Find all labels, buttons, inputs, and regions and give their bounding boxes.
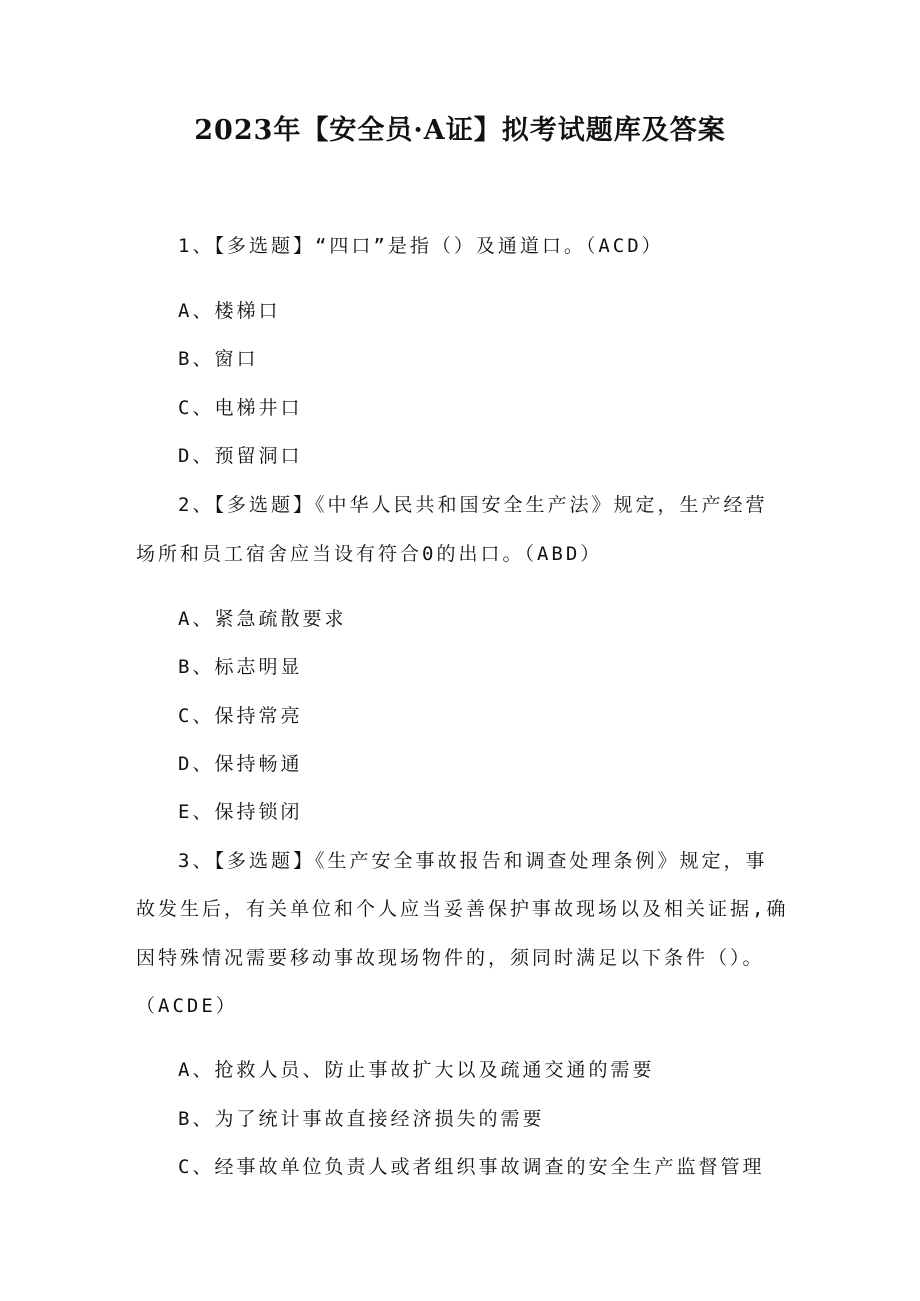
question-1-stem: 1、【多选题】“四口”是指（）及通道口。（ACD）: [178, 235, 664, 257]
question-3-stem-line-3: 因特殊情况需要移动事故现场物件的，须同时满足以下条件（）。: [136, 947, 765, 969]
question-3-option-b: B、为了统计事故直接经济损失的需要: [178, 1108, 545, 1130]
question-2-stem-line-1: 2、【多选题】《中华人民共和国安全生产法》规定，生产经营: [178, 494, 768, 516]
question-2-option-a: A、紧急疏散要求: [178, 608, 347, 630]
question-2-option-d: D、保持畅通: [178, 753, 303, 775]
question-1-option-b: B、窗口: [178, 348, 259, 370]
question-3-stem-line-1: 3、【多选题】《生产安全事故报告和调查处理条例》规定，事: [178, 850, 768, 872]
question-2-option-c: C、保持常亮: [178, 705, 303, 727]
question-1-option-c: C、电梯井口: [178, 397, 303, 419]
document-title: 2023年【安全员·A证】拟考试题库及答案: [194, 115, 726, 146]
question-3-option-c: C、经事故单位负责人或者组织事故调查的安全生产监督管理: [178, 1156, 765, 1178]
question-3-stem-line-4: （ACDE）: [136, 995, 238, 1017]
question-2-option-b: B、标志明显: [178, 656, 303, 678]
question-1-option-d: D、预留洞口: [178, 445, 303, 467]
question-2-stem-line-2: 场所和员工宿舍应当设有符合0的出口。（ABD）: [136, 543, 603, 565]
question-3-option-a: A、抢救人员、防止事故扩大以及疏通交通的需要: [178, 1059, 655, 1081]
question-1-option-a: A、楼梯口: [178, 300, 281, 322]
question-3-stem-line-2: 故发生后，有关单位和个人应当妥善保护事故现场以及相关证据,确: [136, 898, 789, 920]
question-2-option-e: E、保持锁闭: [178, 801, 303, 823]
